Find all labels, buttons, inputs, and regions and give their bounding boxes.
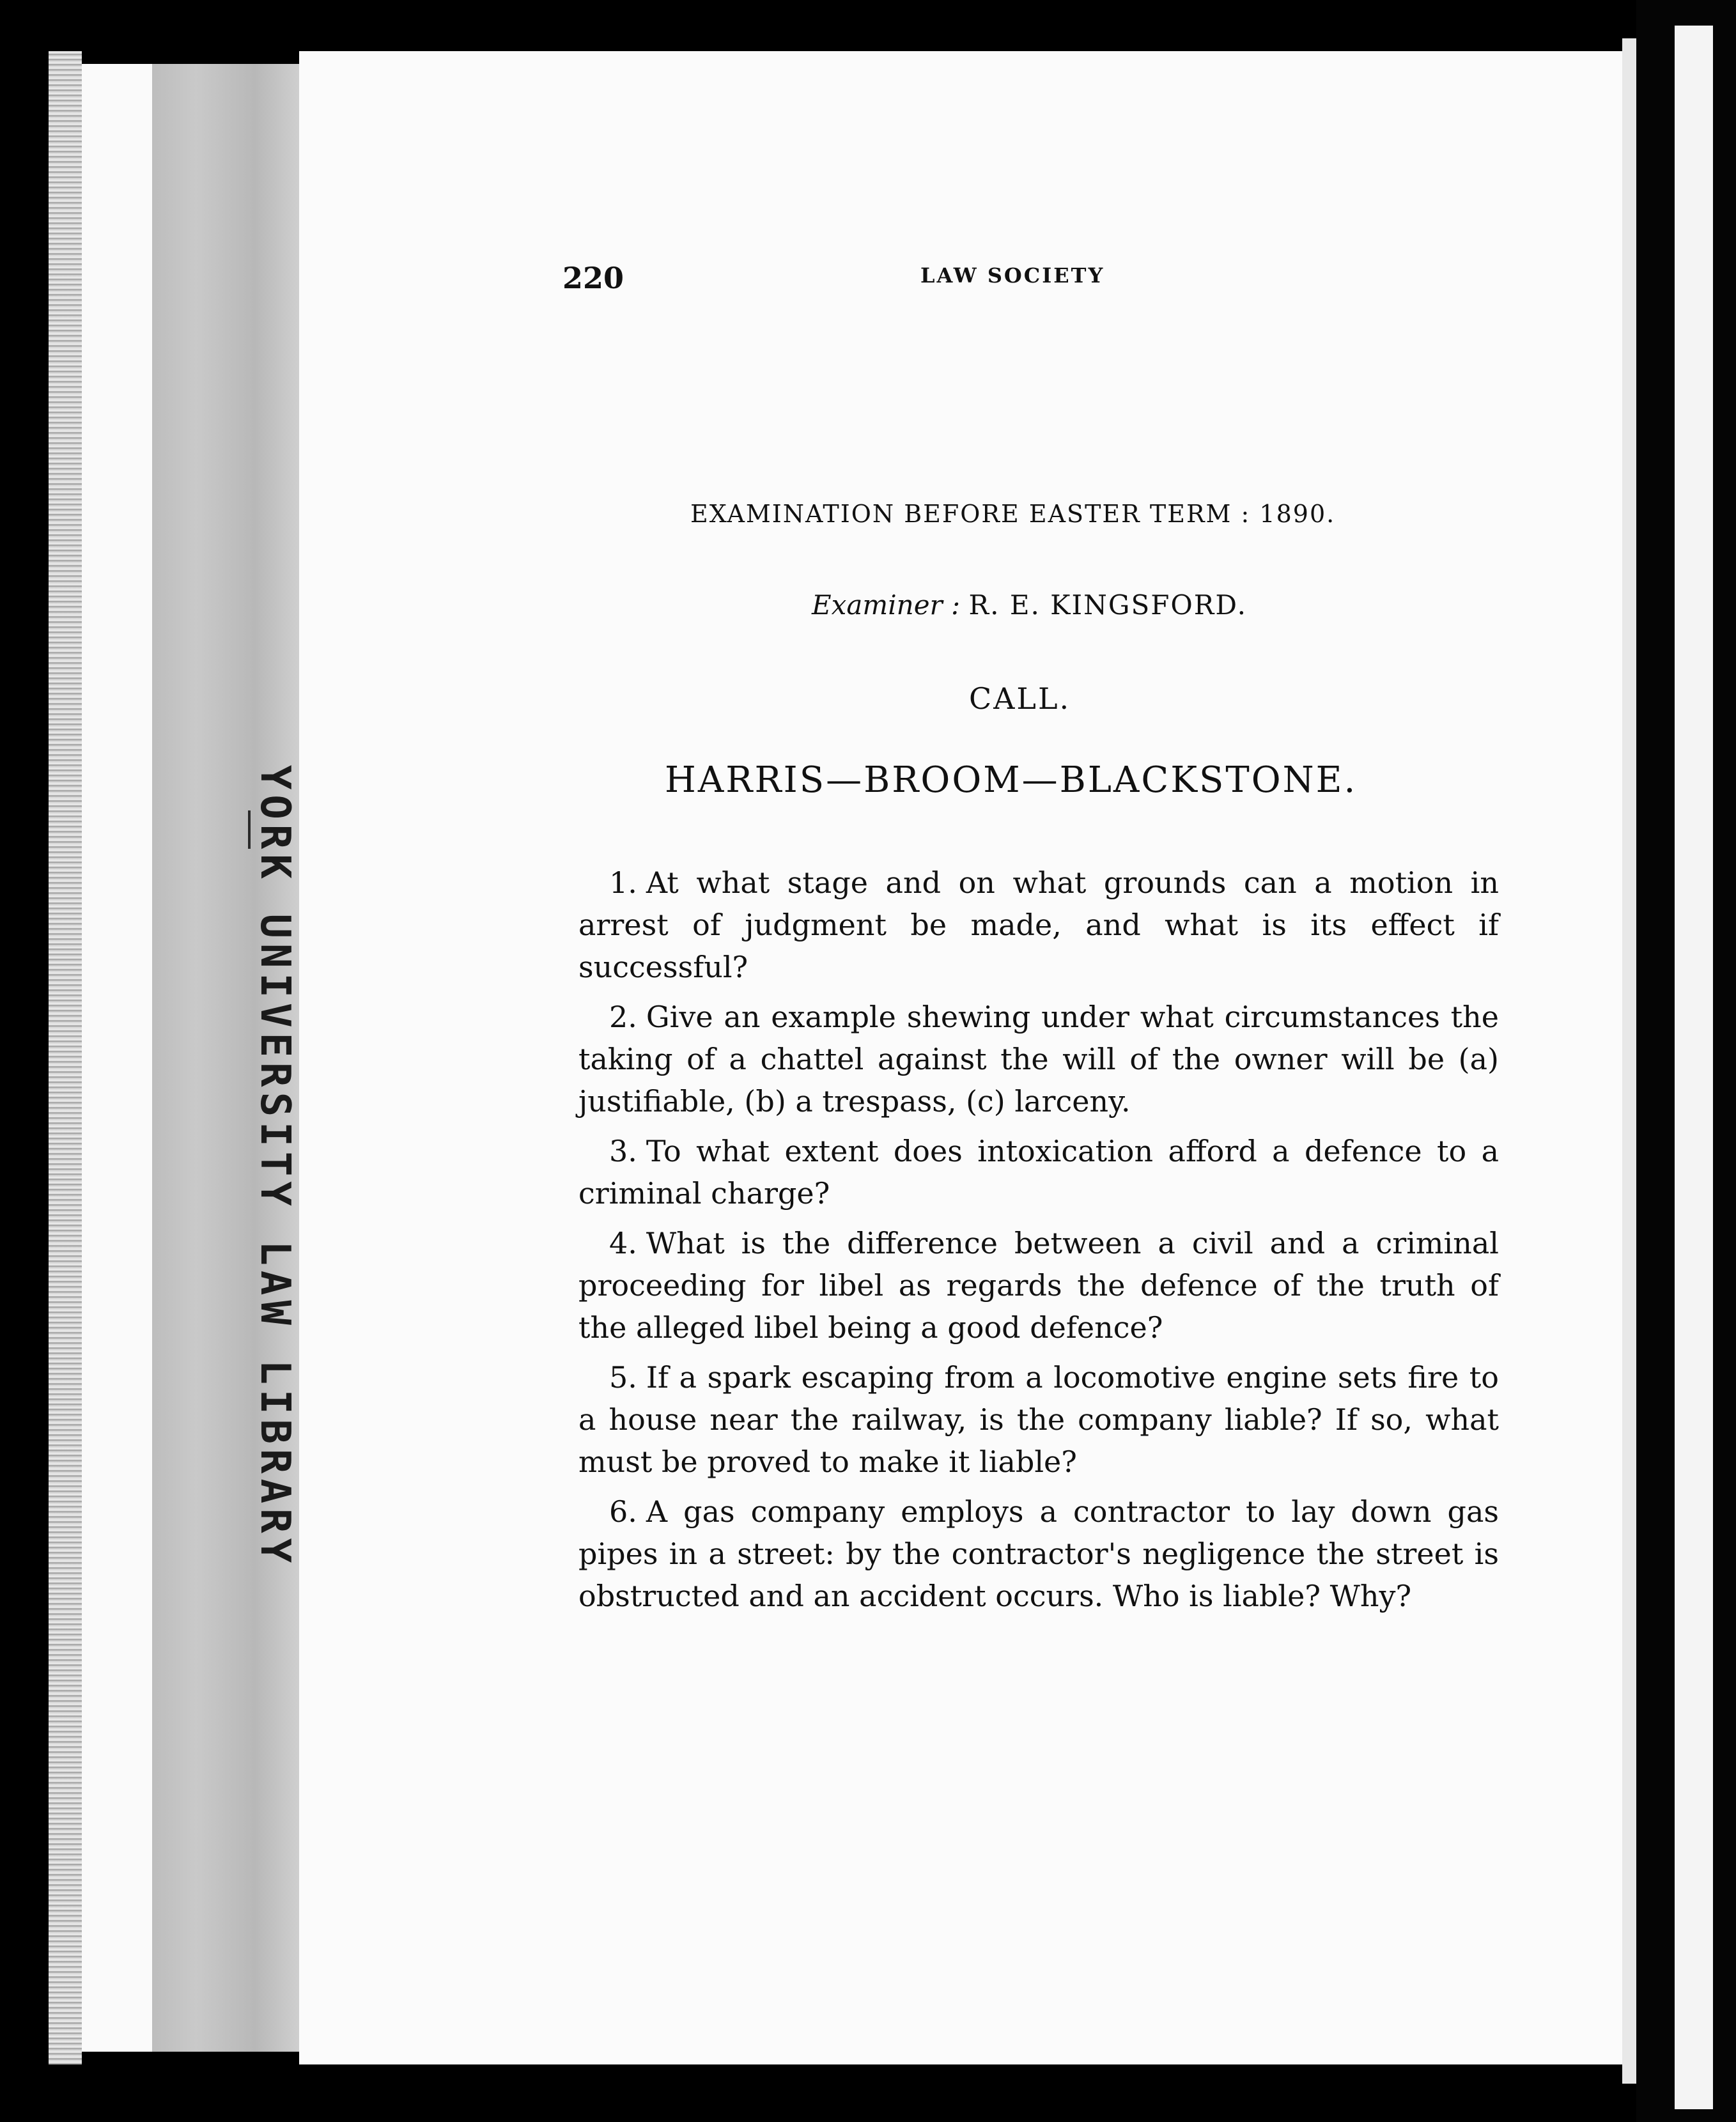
question-item <box>578 1356 1499 1483</box>
question-text: What is the difference between a civil and a criminal proceeding for libel as regards the defence of the truth of the alleged libel being a good defence? <box>578 1226 1499 1345</box>
question-item <box>578 1491 1499 1617</box>
running-head: LAW SOCIETY <box>920 263 1105 288</box>
page-gutter-right <box>1622 38 1636 2084</box>
facing-page-edge <box>1675 26 1713 2109</box>
endpaper-edge <box>82 64 152 2052</box>
question-number: 2. <box>609 1000 637 1034</box>
question-text: To what extent does intoxication afford a defence to a criminal charge? <box>578 1134 1499 1211</box>
question-item <box>578 1222 1499 1349</box>
question-item <box>578 996 1499 1122</box>
question-list <box>578 862 1499 1625</box>
question-item <box>578 1130 1499 1214</box>
question-text: Give an example shewing under what circumstances the taking of a chattel against the will of the owner will be (a) justifiable, (b) a trespass, (c) larceny. <box>578 1000 1499 1119</box>
exam-title: EXAMINATION BEFORE EASTER TERM : 1890. <box>690 500 1336 528</box>
section-heading: CALL. <box>969 681 1071 716</box>
examiner-name: R. E. KINGSFORD. <box>968 589 1247 621</box>
question-text: At what stage and on what grounds can a motion in arrest of judgment be made, and what is its effect if successful? <box>578 865 1499 984</box>
question-number: 4. <box>609 1226 637 1260</box>
examiner-line <box>812 589 1247 621</box>
subjects-heading: HARRIS—BROOM—BLACKSTONE. <box>665 759 1358 801</box>
question-number: 1. <box>609 865 637 900</box>
question-number: 5. <box>609 1360 637 1395</box>
question-number: 3. <box>609 1134 637 1168</box>
book-cover-edge <box>49 51 82 2064</box>
question-item <box>578 862 1499 988</box>
question-text: A gas company employs a contractor to lay down gas pipes in a street: by the contractor's negligence the street is obstructed and an accident occurs. Who is liable? Why? <box>578 1494 1499 1613</box>
question-number: 6. <box>609 1494 637 1529</box>
library-stamp-text: YORK UNIVERSITY LAW LIBRARY <box>251 764 298 1568</box>
page-number: 220 <box>562 261 624 295</box>
question-text: If a spark escaping from a locomotive engine sets fire to a house near the railway, is the company liable? If so, what must be proved to make it liable? <box>578 1360 1499 1479</box>
examiner-label: Examiner : <box>812 589 961 621</box>
